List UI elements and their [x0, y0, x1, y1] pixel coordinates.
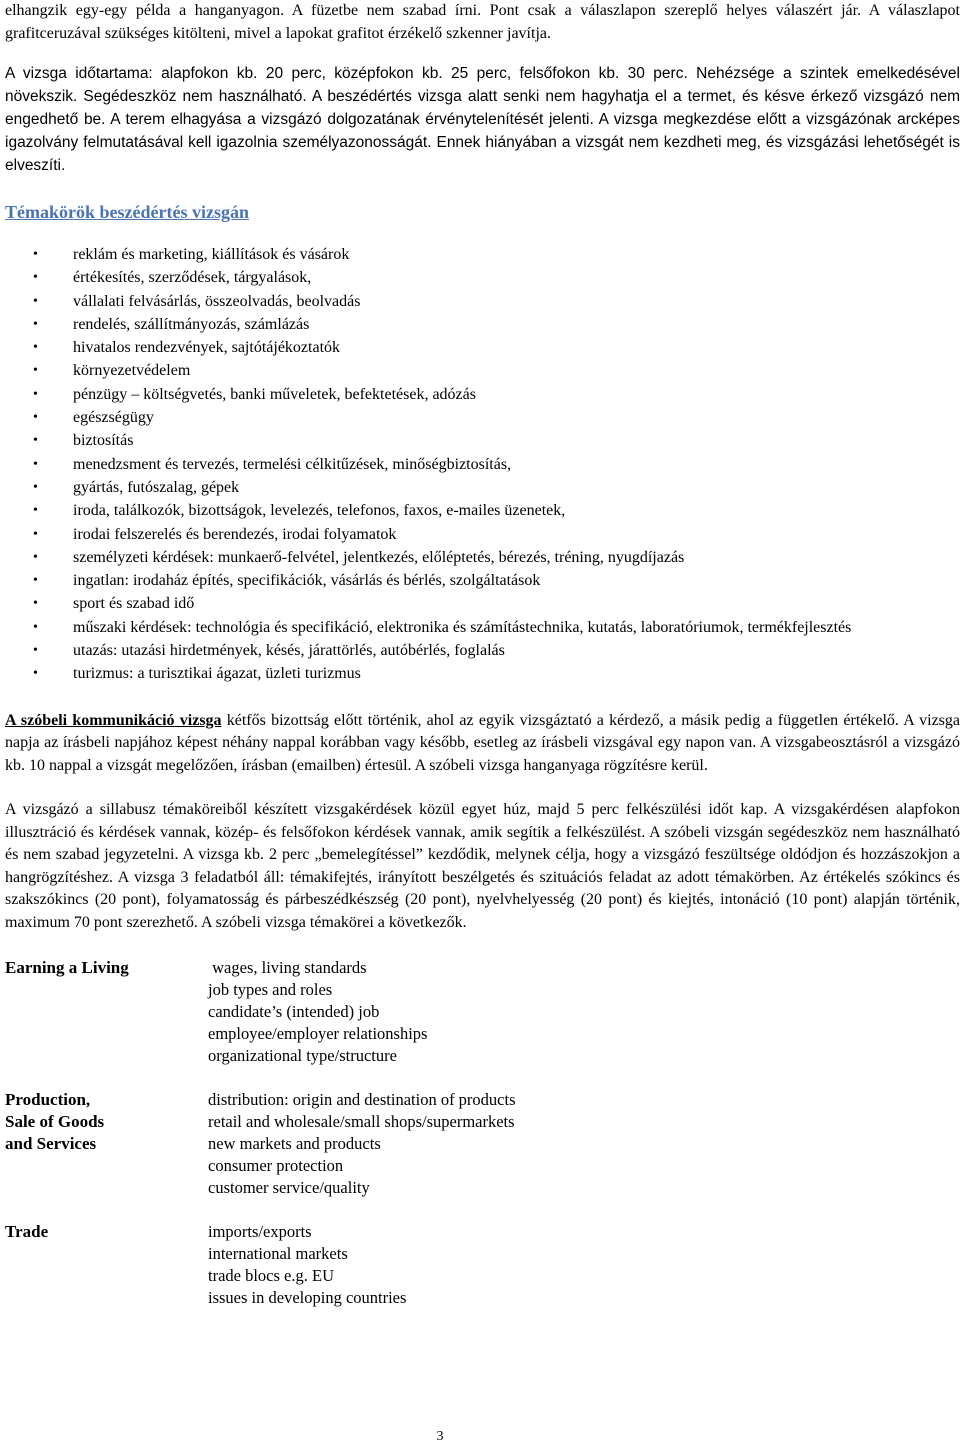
topic-text: pénzügy – költségvetés, banki műveletek, befektetések, adózás: [73, 385, 476, 403]
theme-item: consumer protection: [208, 1156, 344, 1176]
topic-text: biztosítás: [73, 432, 134, 450]
topic-list-item: [5, 290, 960, 313]
bullet-icon: •: [33, 619, 38, 635]
page-number: 3: [436, 1429, 444, 1444]
topics-list: [5, 243, 960, 686]
topic-text: reklám és marketing, kiállítások és vásárok: [73, 246, 350, 263]
theme-item: new markets and products: [208, 1134, 381, 1154]
theme-items: [208, 1089, 516, 1199]
theme-title: [5, 1089, 208, 1199]
theme-item: retail and wholesale/small shops/supermarkets: [208, 1112, 515, 1132]
bullet-icon: •: [33, 503, 38, 519]
theme-item: employee/employer relationships: [208, 1024, 428, 1044]
topic-list-item: [5, 499, 960, 522]
topic-list-item: [5, 429, 960, 452]
bullet-icon: •: [33, 456, 38, 472]
topic-list-item: [5, 546, 960, 569]
topic-text: rendelés, szállítmányozás, számlázás: [73, 315, 310, 333]
bullet-icon: •: [33, 386, 38, 402]
topics-heading: Témakörök beszédértés vizsgán: [5, 202, 249, 222]
bullet-icon: •: [33, 549, 38, 565]
oral-exam-text: kétfős bizottság előtt történik, ahol az egyik vizsgáztató a kérdező, a másik pedig a független értékelő. A vizsga napja az írásbeli napjához képest néhány nappal korábban vagy később, esetleg az írásbeli vizsgával egy napon van. A vizsgabeosztásról a vizsgázó kb. 10 nappal a vizsgát megelőzően, írásban (emailben) értesül. A szóbeli vizsga hanganyaga rögzítésre kerül.: [5, 711, 960, 774]
bullet-icon: •: [33, 270, 38, 286]
theme-block: [5, 957, 960, 1067]
topic-text: turizmus: a turisztikai ágazat, üzleti turizmus: [73, 665, 361, 683]
topic-text: iroda, találkozók, bizottságok, levelezés, telefonos, faxos, e-mailes üzenetek,: [73, 502, 566, 520]
theme-title-line: Production,: [5, 1090, 91, 1110]
bullet-icon: •: [33, 340, 38, 356]
exam-process-paragraph: A vizsgázó a sillabusz témaköreiből készített vizsgakérdések közül egyet húz, majd 5 perc felkészülési időt kap. A vizsgakérdésen alapfokon illusztráció és kérdések vannak, közép- és felsőfokon kérdések vannak, amik segítik a felkészülést. A szóbeli vizsgán segédeszköz nem használható és nem szabad jegyzetelni. A vizsga kb. 2 perc „bemelegítéssel” kezdődik, melynek célja, hogy a vizsgázó feszültsége oldódjon és hozzászokjon a hangrögzítéshez. A vizsga 3 feladatból áll: témakifejtés, irányított beszélgetés és szituációs feladat az adott témakörben. Az értékelés szókincs és szakszókincs (20 pont), folyamatosság és párbeszédkészség (20 pont), nyelvhelyesség (20 pont) és kiejtés, intonáció (10 pont) alapján történik, maximum 70 pont szerezhető. A szóbeli vizsga témakörei a következők.: [5, 801, 960, 931]
topic-list-item: [5, 359, 960, 382]
bullet-icon: •: [33, 526, 38, 542]
topic-text: személyzeti kérdések: munkaerő-felvétel, jelentkezés, előléptetés, bérezés, tréning, nyugdíjazás: [73, 548, 685, 566]
topic-list-item: [5, 336, 960, 359]
theme-title: [5, 957, 208, 1067]
topic-list-item: [5, 266, 960, 289]
topic-text: környezetvédelem: [73, 362, 191, 380]
theme-items: [208, 957, 427, 1067]
topic-text: hivatalos rendezvények, sajtótájékoztatók: [73, 339, 341, 357]
theme-title: [5, 1221, 208, 1309]
topic-text: utazás: utazási hirdetmények, késés, járattörlés, autóbérlés, foglalás: [73, 642, 505, 660]
theme-item: international markets: [208, 1244, 348, 1264]
bullet-icon: •: [33, 573, 38, 589]
topic-list-item: [5, 592, 960, 615]
theme-item: job types and roles: [208, 980, 333, 1000]
bullet-icon: •: [33, 479, 38, 495]
bullet-icon: •: [33, 247, 38, 262]
exam-info-paragraph: A vizsga időtartama: alapfokon kb. 20 perc, középfokon kb. 25 perc, felsőfokon kb. 30 perc. Nehézsége a szintek emelkedésével növekszik. Segédeszköz nem használható. A beszédértés vizsga alatt senki nem hagyhatja el a termet, és késve érkező vizsgázó nem engedhető be. A terem elhagyása a vizsgázó dolgozatának érvénytelenítését jelenti. A vizsga megkezdése előtt a vizsgázónak arcképes igazolvány felmutatásával kell igazolnia személyazonosságát. Ennek hiányában a vizsgát nem kezdheti meg, és vizsgázási lehetőségét is elveszíti.: [5, 65, 960, 174]
theme-title-line: and Services: [5, 1134, 97, 1154]
theme-title-line: Sale of Goods: [5, 1112, 105, 1132]
theme-item: distribution: origin and destination of products: [208, 1090, 516, 1110]
topic-list-item: [5, 569, 960, 592]
theme-item: issues in developing countries: [208, 1288, 407, 1308]
topic-text: egészségügy: [73, 409, 154, 427]
oral-themes: [5, 957, 960, 1309]
intro-paragraph: elhangzik egy-egy példa a hanganyagon. A füzetbe nem szabad írni. Pont csak a válaszlapon szereplő helyes válaszért jár. A válaszlapot grafitceruzával szükséges kitölteni, mivel a lapokat grafitot érzékelő szkenner javítja.: [5, 2, 960, 42]
topic-list-item: [5, 662, 960, 685]
theme-item: wages, living standards: [208, 958, 367, 978]
theme-title-line: Trade: [5, 1222, 49, 1242]
bullet-icon: •: [33, 666, 38, 682]
theme-title-line: Earning a Living: [5, 958, 129, 978]
topic-text: gyártás, futószalag, gépek: [73, 478, 240, 496]
theme-item: customer service/quality: [208, 1178, 370, 1198]
topic-list-item: [5, 476, 960, 499]
theme-items: [208, 1221, 406, 1309]
topic-list-item: [5, 453, 960, 476]
topic-text: sport és szabad idő: [73, 595, 195, 613]
topic-text: műszaki kérdések: technológia és specifikáció, elektronika és számítástechnika, kutatás, laboratóriumok, termékfejlesztés: [73, 618, 852, 636]
theme-item: trade blocs e.g. EU: [208, 1266, 334, 1286]
topic-list-item: [5, 406, 960, 429]
theme-block: [5, 1221, 960, 1309]
theme-item: candidate’s (intended) job: [208, 1002, 380, 1022]
bullet-icon: •: [33, 596, 38, 612]
topic-list-item: [5, 243, 960, 266]
topic-list-item: [5, 383, 960, 406]
bullet-icon: •: [33, 433, 38, 449]
topic-text: menedzsment és tervezés, termelési célkitűzések, minőségbiztosítás,: [73, 455, 512, 473]
bullet-icon: •: [33, 410, 38, 426]
topic-text: értékesítés, szerződések, tárgyalások,: [73, 269, 312, 287]
bullet-icon: •: [33, 316, 38, 332]
topic-text: vállalati felvásárlás, összeolvadás, beolvadás: [73, 292, 361, 310]
topic-text: irodai felszerelés és berendezés, irodai folyamatok: [73, 525, 397, 543]
oral-exam-lead: A szóbeli kommunikáció vizsga: [5, 711, 222, 729]
document-page: [5, 0, 960, 1331]
topic-list-item: [5, 639, 960, 662]
bullet-icon: •: [33, 363, 38, 379]
oral-exam-paragraph: [5, 710, 960, 778]
topic-text: ingatlan: irodaház építés, specifikációk, vásárlás és bérlés, szolgáltatások: [73, 572, 541, 590]
topic-list-item: [5, 616, 960, 639]
topic-list-item: [5, 313, 960, 336]
theme-item: imports/exports: [208, 1222, 312, 1242]
theme-item: organizational type/structure: [208, 1046, 397, 1066]
bullet-icon: •: [33, 643, 38, 659]
bullet-icon: •: [33, 293, 38, 309]
theme-block: [5, 1089, 960, 1199]
topic-list-item: [5, 523, 960, 546]
